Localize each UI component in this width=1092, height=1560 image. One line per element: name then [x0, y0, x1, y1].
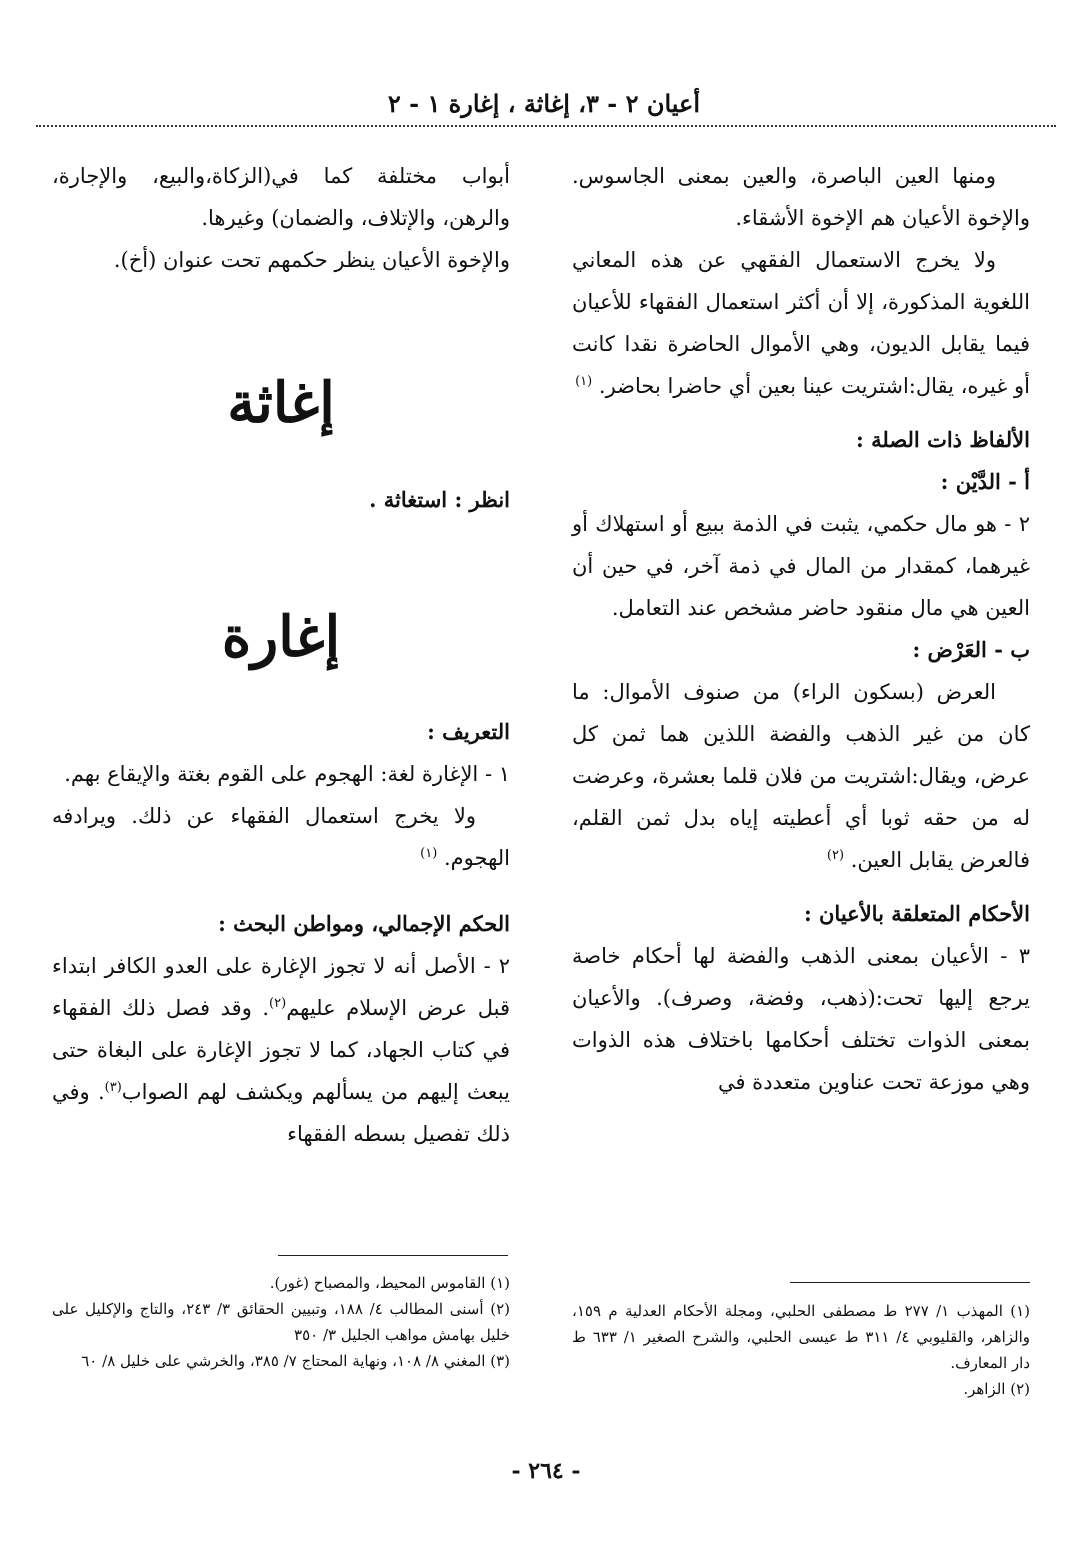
footnote-rule — [790, 1282, 1030, 1283]
subsection-heading: ب - العَرْض : — [912, 637, 1030, 662]
footnote: (١) القاموس المحيط، والمصباح (غور). — [269, 1274, 510, 1292]
spacer — [52, 443, 510, 479]
paragraph: ٢ - هو مال حكمي، يثبت في الذمة ببيع أو استهلاك أو غيرهما، كمقدار من المال في ذمة آخر، في حين أن العين هي مال منقود حاضر مشخص عند التعامل. — [572, 512, 1030, 620]
footnote: (٣) المغني ٨/ ١٠٨، ونهاية المحتاج ٧/ ٣٨٥، والخرشي على خليل ٨/ ٦٠ — [81, 1352, 510, 1370]
spacer — [52, 281, 510, 363]
paragraph: ١ - الإغارة لغة: الهجوم على القوم بغتة والإيقاع بهم. — [64, 762, 510, 786]
paragraph — [52, 795, 510, 879]
spacer — [52, 677, 510, 711]
right-column — [572, 155, 1030, 1103]
cross-reference: انظر : استغاثة . — [369, 487, 510, 512]
paragraph — [572, 671, 1030, 881]
section-heading: الألفاظ ذات الصلة : — [856, 427, 1030, 452]
spacer — [52, 879, 510, 903]
header-dotted-rule — [36, 125, 1056, 127]
paragraph-text: ولا يخرج استعمال الفقهاء عن ذلك. ويرادفه الهجوم. — [52, 804, 510, 870]
paragraph-text: العرض (بسكون الراء) من صنوف الأموال: ما كان من غير الذهب والفضة اللذين هما ثمن كل عرض، ويقال:اشتريت من فلان قلما بعشرة، وعرضت له من حقه ثوبا أي أعطيته إياه بدل ثمن القلم، فالعرض يقابل العين. — [572, 680, 1030, 872]
running-header: أعيان ٢ - ٣، إغاثة ، إغارة ١ - ٢ — [387, 89, 700, 118]
paragraph — [52, 945, 510, 1155]
section-heading: التعريف : — [427, 719, 510, 744]
section-heading: الحكم الإجمالي، ومواطن البحث : — [218, 911, 510, 936]
footnotes-right — [572, 1298, 1030, 1402]
footnote: (٢) أسنى المطالب ٤/ ١٨٨، وتبيين الحقائق ٣/ ٢٤٣، والتاج والإكليل على خليل بهامش مواهب الجليل ٣/ ٣٥٠ — [52, 1300, 510, 1344]
paragraph-text: ٢ - الأصل أنه لا تجوز الإغارة على العدو الكافر ابتداء قبل عرض الإسلام عليهم — [52, 954, 510, 1020]
footnote-rule — [278, 1255, 508, 1256]
spacer — [52, 521, 510, 597]
paragraph — [572, 239, 1030, 407]
footnote: (٢) الزاهر. — [963, 1380, 1030, 1398]
paragraph: ٣ - الأعيان بمعنى الذهب والفضة لها أحكام خاصة يرجع إليها تحت:(ذهب، وفضة، وصرف). والأعيان بمعنى الذوات تختلف أحكامها باختلاف هذه الذوات وهي موزعة تحت عناوين متعددة في — [572, 944, 1030, 1094]
footnote-ref: (٢) — [269, 996, 287, 1011]
footnote-ref: (٣) — [104, 1080, 122, 1095]
paragraph: ومنها العين الباصرة، والعين بمعنى الجاسوس. والإخوة الأعيان هم الإخوة الأشقاء. — [572, 164, 1030, 230]
paragraph: أبواب مختلفة كما في(الزكاة،والبيع، والإجارة، والرهن، والإتلاف، والضمان) وغيرها. — [52, 164, 510, 230]
subsection-heading: أ - الدَّيْن : — [940, 469, 1030, 494]
page-number: - ٢٦٤ - — [511, 1458, 581, 1484]
paragraph: والإخوة الأعيان ينظر حكمهم تحت عنوان (أخ). — [113, 248, 510, 272]
footnote-ref: (١) — [420, 846, 438, 861]
footnote-ref: (٢) — [826, 848, 845, 863]
paragraph-text: . وفي ذلك تفصيل بسطه الفقهاء — [52, 1080, 510, 1146]
footnote: (١) المهذب ١/ ٢٧٧ ط مصطفى الحلبي، ومجلة الأحكام العدلية م ١٥٩، والزاهر، والقليوبي ٤/ ٣١١ ط عيسى الحلبي، والشرح الصغير ١/ ٦٣٣ ط دار المعارف. — [572, 1302, 1030, 1372]
section-heading: الأحكام المتعلقة بالأعيان : — [803, 901, 1030, 926]
entry-title-ighatha: إغاثة — [227, 370, 335, 436]
footnote-ref: (١) — [575, 374, 593, 389]
paragraph-text: ولا يخرج الاستعمال الفقهي عن هذه المعاني اللغوية المذكورة، إلا أن أكثر استعمال الفقهاء للأعيان فيما يقابل الديون، وهي الأموال الحاضرة نقدا كانت أو غيره، يقال:اشتريت عينا بعين أي حاضرا بحاضر. — [572, 248, 1030, 398]
left-column — [52, 155, 510, 1155]
entry-title-ighara: إغارة — [221, 604, 341, 670]
footnotes-left — [52, 1270, 510, 1374]
paragraph-text: . وقد فصل ذلك الفقهاء في كتاب الجهاد، كما لا تجوز الإغارة على البغاة حتى يبعث إليهم من يسألهم ويكشف لهم الصواب — [52, 996, 510, 1104]
